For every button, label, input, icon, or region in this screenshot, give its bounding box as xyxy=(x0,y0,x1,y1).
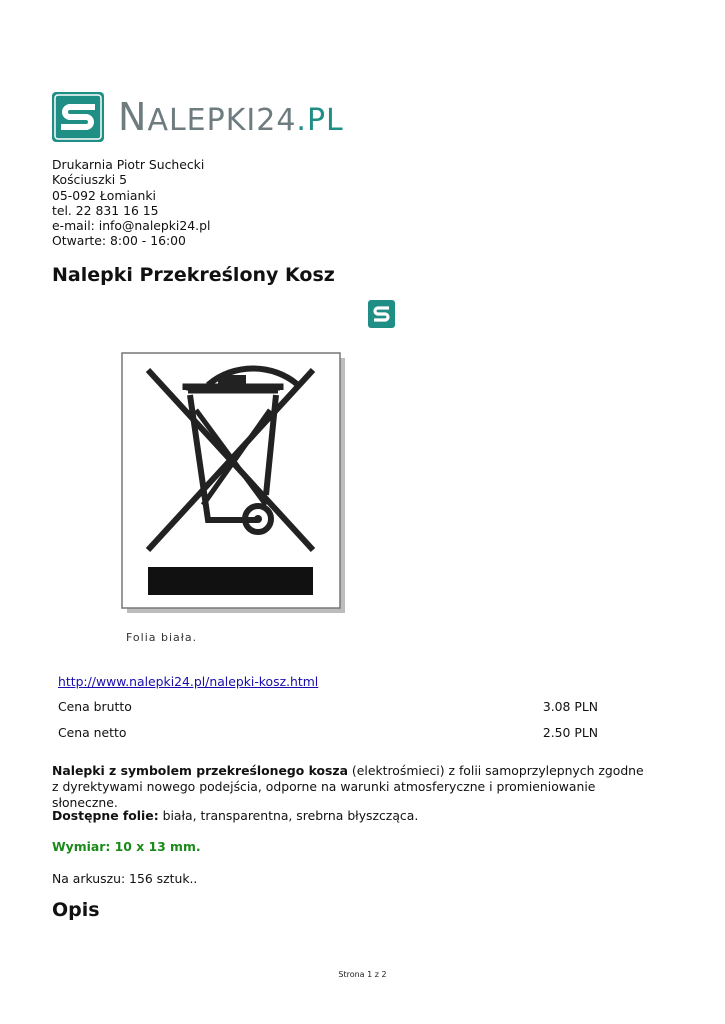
description-text: (elektrośmieci) z folii samoprzylepnych zgodne z dyrektywami nowego podejścia, odporne na warunki atmosferyczne i promieniowanie słoneczne. xyxy=(52,763,644,810)
brand-rest: ALEPKI24 xyxy=(147,103,297,138)
per-sheet-text: Na arkuszu: 156 sztuk.. xyxy=(52,871,198,886)
s-logo-icon xyxy=(52,92,104,142)
product-image-caption: Folia biała. xyxy=(126,631,198,644)
company-name: Drukarnia Piotr Suchecki xyxy=(52,157,205,172)
dimension-text: Wymiar: 10 x 13 mm. xyxy=(52,839,201,854)
price-net-value: 2.50 PLN xyxy=(542,725,598,740)
brand-tld: .PL xyxy=(296,103,344,138)
price-gross-row xyxy=(58,699,598,714)
company-city: 05-092 Łomianki xyxy=(52,187,156,203)
crossed-out-bin-icon xyxy=(108,295,408,665)
brand-name xyxy=(118,95,344,139)
page-footer: Strona 1 z 2 xyxy=(338,970,387,979)
price-gross-value: 3.08 PLN xyxy=(542,699,598,714)
company-street: Kościuszki 5 xyxy=(52,172,128,188)
description-paragraph xyxy=(52,763,652,811)
product-image xyxy=(108,295,408,665)
description-bold: Nalepki z symbolem przekreślonego kosza xyxy=(52,763,348,778)
company-hours: Otwarte: 8:00 - 16:00 xyxy=(52,233,186,249)
company-address xyxy=(52,157,210,249)
price-net-label: Cena netto xyxy=(58,725,127,740)
available-films-label: Dostępne folie: xyxy=(52,808,159,823)
price-gross-label: Cena brutto xyxy=(58,699,132,714)
section-heading-opis: Opis xyxy=(52,899,100,921)
brand-first-letter: N xyxy=(118,95,148,139)
available-films-text: biała, transparentna, srebrna błyszcząca. xyxy=(158,808,419,823)
price-net-row xyxy=(58,725,598,740)
page-title: Nalepki Przekreślony Kosz xyxy=(52,264,335,286)
product-link[interactable]: http://www.nalepki24.pl/nalepki-kosz.html xyxy=(58,674,319,689)
company-email: e-mail: info@nalepki24.pl xyxy=(52,218,211,234)
available-films xyxy=(52,808,652,824)
company-phone: tel. 22 831 16 15 xyxy=(52,202,159,218)
company-logo xyxy=(52,90,344,144)
